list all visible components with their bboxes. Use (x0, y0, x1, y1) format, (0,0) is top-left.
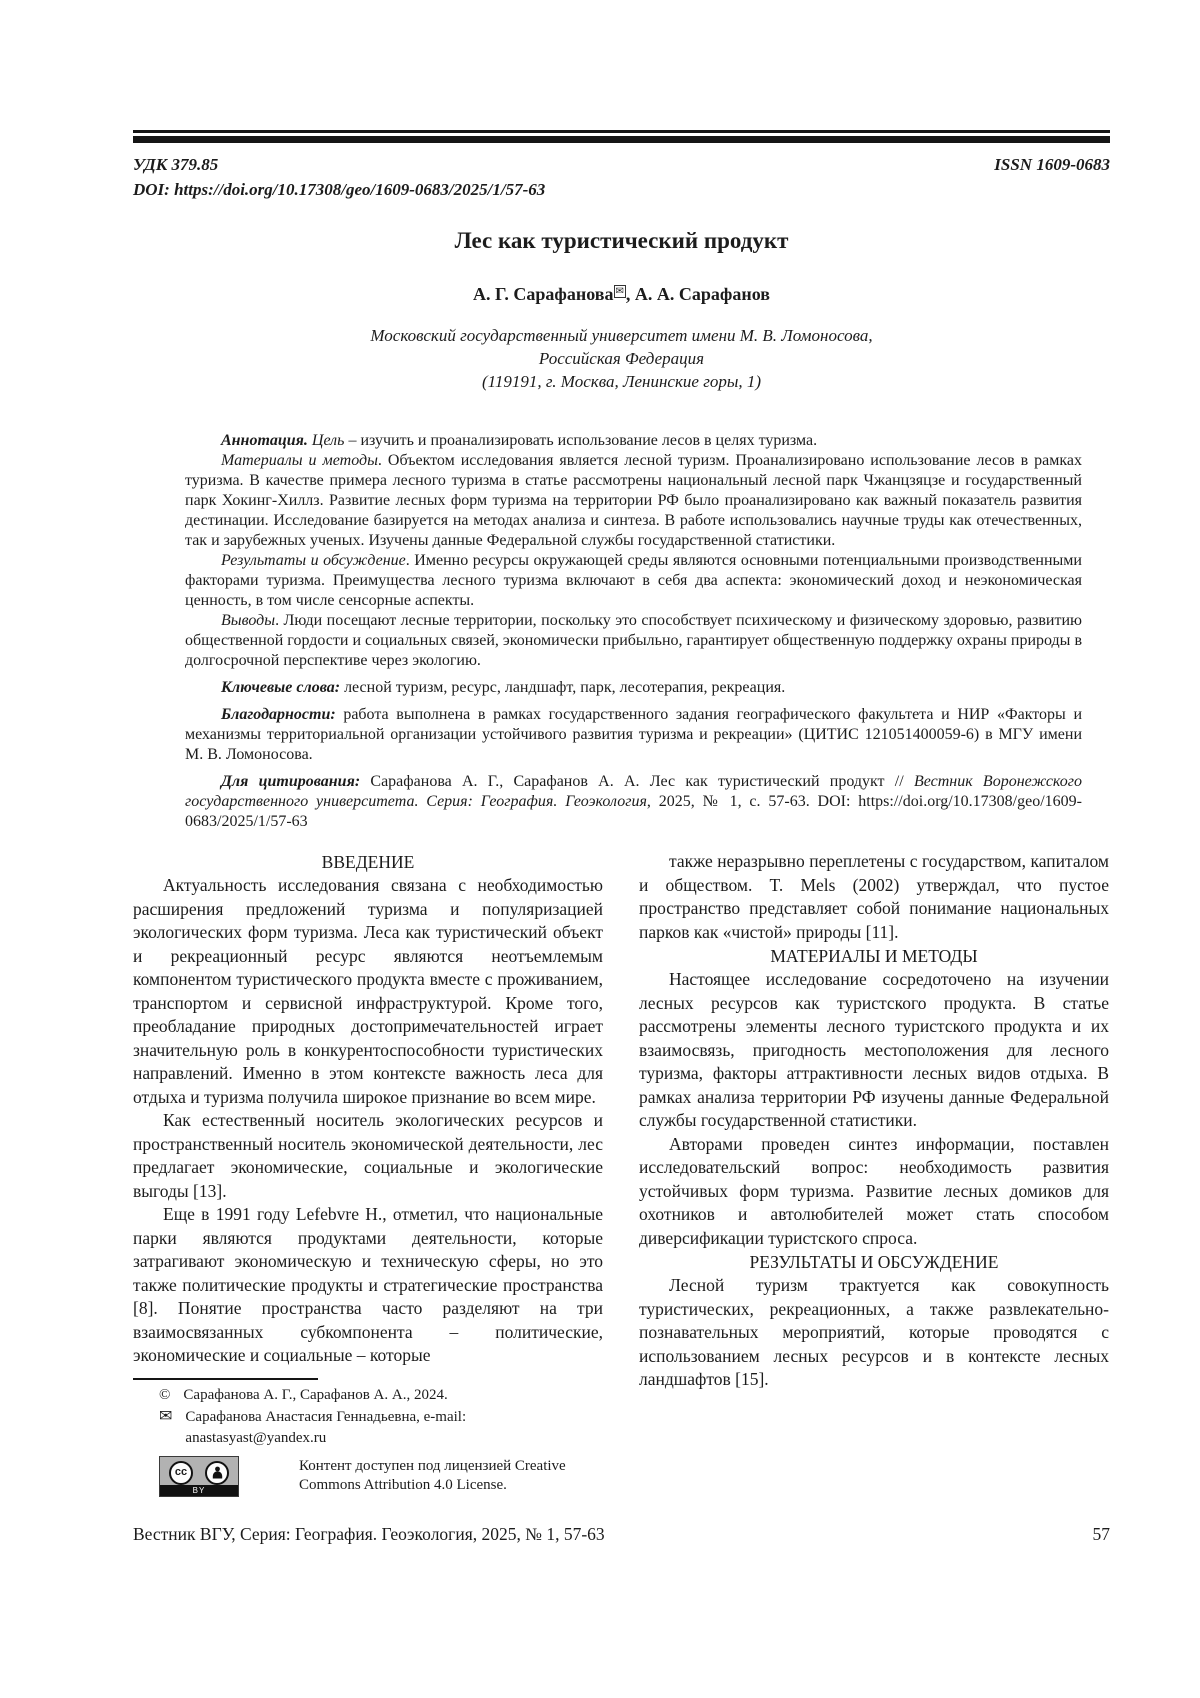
top-rule-thick (133, 136, 1110, 143)
authors-separator: , (625, 284, 635, 304)
doi-label: DOI: https://doi.org/10.17308/geo/1609-0683/2025/1/57-63 (133, 180, 546, 199)
license-row (133, 1456, 603, 1497)
intro-paragraph-3: Еще в 1991 году Lefebvre H., отметил, что национальные парки являются продуктами деятельности, которые затрагивают экономическую и техническую сферы, но это также политические продукты и стратегические пространства [8]. Понятие пространства часто разделяют на три взаимосвязанных субкомпонента – политические, экономические и социальные – которые (133, 1204, 603, 1365)
udk-label: УДК 379.85 (133, 155, 219, 174)
results-heading: РЕЗУЛЬТАТЫ И ОБСУЖДЕНИЕ (749, 1252, 999, 1272)
citation-paragraph: Для цитирования: Сарафанова А. Г., Сарафанов А. А. Лес как туристический продукт // Вестник Воронежского государственного университета. Серия: География. Геоэкология, 2025, № 1, с. 57-63. DOI: https://doi.org/10.17308/geo/1609-0683/2025/1/57-63 (185, 773, 1083, 830)
header-meta-row (133, 152, 1110, 202)
two-column-body (133, 850, 1110, 1497)
cc-icon: cc (169, 1461, 193, 1485)
header-meta-left (133, 152, 545, 202)
copyright-line (133, 1385, 603, 1406)
author-envelope-icon: ✉ (615, 286, 624, 297)
copyright-text: Сарафанова А. Г., Сарафанов А. А., 2024. (183, 1386, 448, 1403)
frontmatter-block (185, 431, 1082, 832)
author-first: А. Г. Сарафанова (472, 284, 614, 304)
top-rule-thin (133, 130, 1110, 133)
intro-paragraph-1: Актуальность исследования связана с необходимостью расширения предложений туризма и популяризацией экологических форм туризма. Леса как туристический объект и рекреационный ресурс являются неотъемлемым компонентом туристического продукта вместе с проживанием, транспортом и сервисной инфраструктурой. Кроме того, преобладание природных достопримечательностей играет значительную роль в конкурентоспособности туристических направлений. Именно в этом контексте важность леса для отдыха и туризма получила широкое признание во всем мире. (133, 875, 603, 1107)
affiliation-line-2: Российская Федерация (538, 349, 705, 368)
materials-paragraph-1: Настоящее исследование сосредоточено на изучении лесных ресурсов как туристского продукта. В статье рассмотрены элементы лесного туристского продукта и их взаимосвязь, пригодность местоположения для лесного туризма, факторы аттрактивности лесных видов отдыха. В рамках анализа территории РФ изучены данные Федеральной службы государственной статистики. (639, 969, 1109, 1130)
person-icon (205, 1461, 229, 1485)
page-number: 57 (1092, 1523, 1110, 1544)
abstract-aim: Аннотация. Цель – изучить и проанализировать использование лесов в целях туризма. (221, 432, 818, 449)
abstract-methods: Материалы и методы. Объектом исследования является лесной туризм. Проанализировано использование лесов в рамках туризма. В качестве примера лесного туризма в статье рассмотрены национальный лесной парк Чжанцзяцзе и государственный парк Хокинг-Хиллз. Развитие лесных форм туризма на территории РФ было проанализировано как важный показатель развития дестинации. Исследование базируется на методах анализа и синтеза. В работе использовались научные труды как отечественных, так и зарубежных ученых. Изучены данные Федеральной службы государственной статистики. (185, 452, 1083, 549)
keywords-paragraph: Ключевые слова: лесной туризм, ресурс, ландшафт, парк, лесотерапия, рекреация. (221, 679, 786, 696)
affiliation-block (133, 324, 1110, 393)
contact-text: Сарафанова Анастасия Геннадьевна, e-mail: anastasyast@yandex.ru (185, 1408, 467, 1446)
materials-paragraph-2: Авторами проведен синтез информации, поставлен исследовательский вопрос: необходимость развития устойчивых форм туризма. Развитие лесных домиков для охотников и автолюбителей может стать способом диверсификации туристского спроса. (639, 1133, 1109, 1248)
cc-license-badge (159, 1456, 239, 1497)
results-paragraph-1: Лесной туризм трактуется как совокупность туристических, рекреационных, а также развлекательно-познавательных мероприятий, которые проводятся с использованием лесных ресурсов и в контексте лесных ландшафтов [15]. (639, 1275, 1109, 1389)
mail-icon: ✉ (159, 1407, 173, 1425)
affiliation-line-1: Московский государственный университет имени М. В. Ломоносова, (370, 326, 873, 345)
author-second: А. А. Сарафанов (634, 284, 771, 304)
right-column (639, 850, 1109, 1497)
contact-line (133, 1406, 603, 1449)
affiliation-line-3: (119191, г. Москва, Ленинские горы, 1) (481, 372, 761, 391)
cc-by-label: BY (160, 1485, 238, 1496)
footnote-rule (133, 1378, 318, 1380)
left-column (133, 850, 603, 1497)
abstract-results: Результаты и обсуждение. Именно ресурсы окружающей среды являются основными потенциальными производственными факторами туризма. Преимущества лесного туризма включают в себя два аспекта: экономический доход и неэкономическая ценность, в том числе сенсорные аспекты. (185, 552, 1082, 609)
abstract-conclusions: Выводы. Люди посещают лесные территории, поскольку это способствует психическому и физическому здоровью, развитию общественной гордости и социальных связей, экономически прибыльно, гарантирует общественную поддержку охраны природы в долгосрочной перспективе через экологию. (185, 612, 1082, 669)
license-text: Контент доступен под лицензией Creative Commons Attribution 4.0 License. (299, 1458, 566, 1493)
intro-heading: ВВЕДЕНИЕ (321, 852, 415, 872)
copyright-icon: © (159, 1386, 171, 1403)
footnote-block (133, 1378, 603, 1497)
authors-line (133, 282, 1110, 306)
issn-label: ISSN 1609-0683 (994, 155, 1110, 174)
intro-paragraph-2: Как естественный носитель экологических ресурсов и пространственный носитель экономической деятельности, лес предлагает экономические, социальные и экологические выгоды [13]. (133, 1110, 603, 1201)
acknowledgements-paragraph: Благодарности: работа выполнена в рамках государственного задания географического факультета и НИР «Факторы и механизмы территориальной организации устойчивого развития туризма и рекреации» (ЦИТИС 121051400059-6) в МГУ имени М. В. Ломоносова. (185, 706, 1082, 763)
journal-footer-line: Вестник ВГУ, Серия: География. Геоэкология, 2025, № 1, 57-63 (133, 1523, 605, 1544)
continuation-paragraph: также неразрывно переплетены с государством, капиталом и обществом. T. Mels (2002) утверждал, что пустое пространство представляет собой понимание национальных парков как «чистой» природы [11]. (639, 851, 1109, 942)
article-title: Лес как туристический продукт (454, 228, 789, 253)
page-footer (133, 1523, 1110, 1546)
materials-heading: МАТЕРИАЛЫ И МЕТОДЫ (770, 946, 978, 966)
